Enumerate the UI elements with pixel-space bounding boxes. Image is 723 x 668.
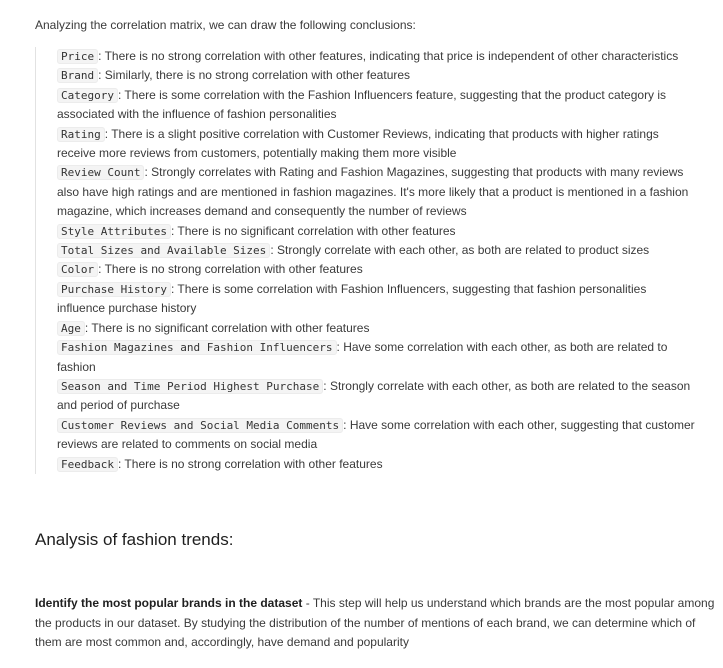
feature-code: Total Sizes and Available Sizes xyxy=(57,243,270,258)
section-paragraph xyxy=(35,594,715,653)
list-item xyxy=(57,319,695,338)
list-item xyxy=(57,66,695,85)
list-item xyxy=(57,222,695,241)
item-description: : Strongly correlates with Rating and Fashion Magazines, suggesting that products with many reviews also have high ratings and are mentioned in fashion magazines. It's more likely that a product is mentioned in a fashion magazine, which increases demand and consequently the number of reviews xyxy=(57,165,689,219)
list-item xyxy=(57,86,695,125)
item-description: : Strongly correlate with each other, as both are related to product sizes xyxy=(270,243,650,258)
list-item xyxy=(57,338,695,377)
item-description: : There is no significant correlation with other features xyxy=(84,320,370,335)
item-description: : There is no strong correlation with other features xyxy=(117,456,383,471)
list-item xyxy=(57,260,695,279)
item-description: : There is no significant correlation with other features xyxy=(170,223,456,238)
feature-code: Style Attributes xyxy=(57,224,171,239)
list-item xyxy=(57,377,695,416)
feature-code: Age xyxy=(57,321,85,336)
feature-code: Brand xyxy=(57,68,98,83)
section-heading: Analysis of fashion trends: xyxy=(35,530,234,549)
list-item xyxy=(57,416,695,455)
item-description: : Have some correlation with each other, suggesting that customer reviews are related to comments on social media xyxy=(57,417,695,452)
feature-code: Customer Reviews and Social Media Comments xyxy=(57,418,343,433)
item-description: : Similarly, there is no strong correlation with other features xyxy=(98,68,411,83)
list-item xyxy=(57,47,695,66)
item-description: : There is no strong correlation with other features xyxy=(98,262,363,277)
list-item xyxy=(57,455,695,474)
item-description: : There is some correlation with the Fashion Influencers feature, suggesting that the product category is associated with the influence of fashion personalities xyxy=(57,87,667,122)
intro-text: Analyzing the correlation matrix, we can draw the following conclusions: xyxy=(35,18,416,32)
feature-code: Color xyxy=(57,262,98,277)
item-description: : There is a slight positive correlation with Customer Reviews, indicating that products with higher ratings receive more reviews from customers, potentially making them more visible xyxy=(57,126,659,161)
list-item xyxy=(57,241,695,260)
feature-code: Review Count xyxy=(57,165,144,180)
feature-code: Feedback xyxy=(57,457,118,472)
step-title: Identify the most popular brands in the dataset xyxy=(35,596,303,610)
feature-code: Category xyxy=(57,88,118,103)
item-description: : There is some correlation with Fashion Influencers, suggesting that fashion personalities influence purchase history xyxy=(57,281,647,316)
list-item xyxy=(57,280,695,319)
feature-code: Purchase History xyxy=(57,282,171,297)
feature-code: Season and Time Period Highest Purchase xyxy=(57,379,323,394)
item-description: : Strongly correlate with each other, as both are related to the season and period of purchase xyxy=(57,378,691,413)
item-description: : There is no strong correlation with other features, indicating that price is independent of other characteristics xyxy=(98,49,679,63)
conclusions-list xyxy=(35,47,695,474)
feature-code: Rating xyxy=(57,127,105,142)
feature-code: Fashion Magazines and Fashion Influencers xyxy=(57,340,337,355)
feature-code: Price xyxy=(57,49,98,64)
list-item xyxy=(57,125,695,164)
step-description: - This step will help us understand which brands are the most popular among the products in our dataset. By studying the distribution of the number of mentions of each brand, we can determine which of them are most common and, accordingly, have demand and popularity xyxy=(35,596,715,649)
item-description: : Have some correlation with each other, as both are related to fashion xyxy=(57,340,668,374)
list-item xyxy=(57,163,695,221)
